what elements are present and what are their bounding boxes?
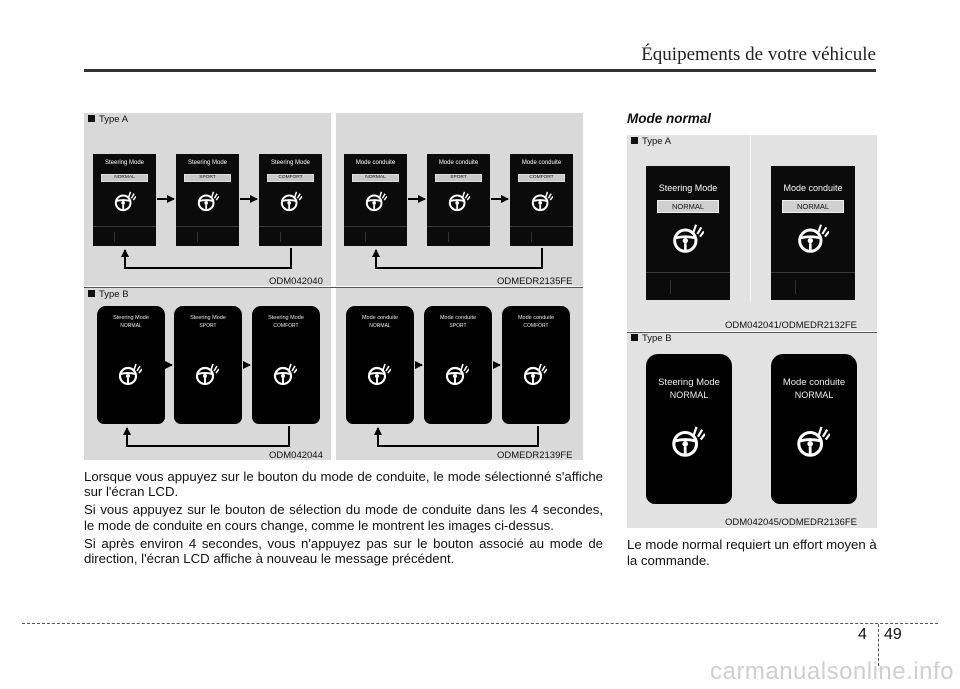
- lcd-screen-large-type-a: Steering Mode NORMAL: [646, 166, 730, 300]
- type-b-label: Type B: [88, 289, 129, 300]
- lcd-screen-type-b: Mode conduite COMFORT: [502, 306, 570, 424]
- figure-code-a-right: ODMEDR2135FE: [497, 276, 573, 287]
- paragraph: Si après environ 4 secondes, vous n'appuyez pas sur le bouton associé au mode de direction, l'écran LCD affiche à nouveau le message précédent.: [84, 535, 603, 567]
- lcd-screen-large-type-a: Mode conduite NORMAL: [771, 166, 855, 300]
- lcd-screen-type-a: Mode conduite NORMAL: [344, 154, 407, 246]
- lcd-screen-type-a: Mode conduite SPORT: [427, 154, 490, 246]
- section-title-mode-normal: Mode normal: [627, 111, 712, 126]
- page-number: 49: [884, 626, 902, 643]
- mode-normal-code-a: ODM042041/ODMEDR2132FE: [725, 320, 857, 331]
- lcd-screen-type-b: Steering Mode NORMAL: [97, 306, 165, 424]
- square-bullet-icon: [631, 137, 638, 144]
- paragraph: Si vous appuyez sur le bouton de sélection du mode de conduite dans les 4 secondes, le mode de conduite en cours change, comme le montrent les images ci-dessus.: [84, 502, 603, 533]
- chapter-number: 4: [858, 626, 867, 643]
- figure-code-a-left: ODM042040: [269, 276, 323, 287]
- lcd-screen-type-b: Steering Mode SPORT: [174, 306, 242, 424]
- page-header-title: Équipements de votre véhicule: [641, 44, 876, 65]
- mode-normal-description: Le mode normal requiert un effort moyen à la commande.: [627, 537, 877, 568]
- watermark: carmanualsonline.info: [710, 658, 954, 685]
- lcd-screen-large-type-b: Mode conduite NORMAL: [771, 354, 857, 504]
- steering-wheel-icon: [671, 424, 705, 458]
- steering-wheel-icon: [797, 222, 829, 254]
- steering-wheel-icon: [796, 424, 830, 458]
- footer-rule: [22, 623, 938, 624]
- mode-normal-type-b-label: Type B: [631, 333, 672, 344]
- lcd-screen-type-b: Steering Mode COMFORT: [252, 306, 320, 424]
- mode-normal-code-b: ODM042045/ODMEDR2136FE: [725, 517, 857, 528]
- lcd-screen-type-a: Steering Mode SPORT: [176, 154, 239, 246]
- mode-cycle-arrows: [0, 0, 600, 470]
- figure-code-b-left: ODM042044: [269, 450, 323, 461]
- type-a-label: Type A: [88, 114, 128, 125]
- lcd-screen-type-b: Mode conduite NORMAL: [346, 306, 414, 424]
- steering-wheel-icon: [672, 222, 704, 254]
- lcd-screen-type-b: Mode conduite SPORT: [424, 306, 492, 424]
- lcd-screen-type-a: Mode conduite COMFORT: [510, 154, 573, 246]
- lcd-screen-type-a: Steering Mode COMFORT: [259, 154, 322, 246]
- lcd-screen-large-type-b: Steering Mode NORMAL: [646, 354, 732, 504]
- figure-code-b-right: ODMEDR2139FE: [497, 450, 573, 461]
- body-text: [84, 469, 603, 569]
- lcd-screen-type-a: Steering Mode NORMAL: [93, 154, 156, 246]
- square-bullet-icon: [631, 334, 638, 341]
- mode-normal-type-a-label: Type A: [631, 136, 671, 147]
- paragraph: Lorsque vous appuyez sur le bouton du mode de conduite, le mode sélectionné s'affiche sur l'écran LCD.: [84, 469, 603, 500]
